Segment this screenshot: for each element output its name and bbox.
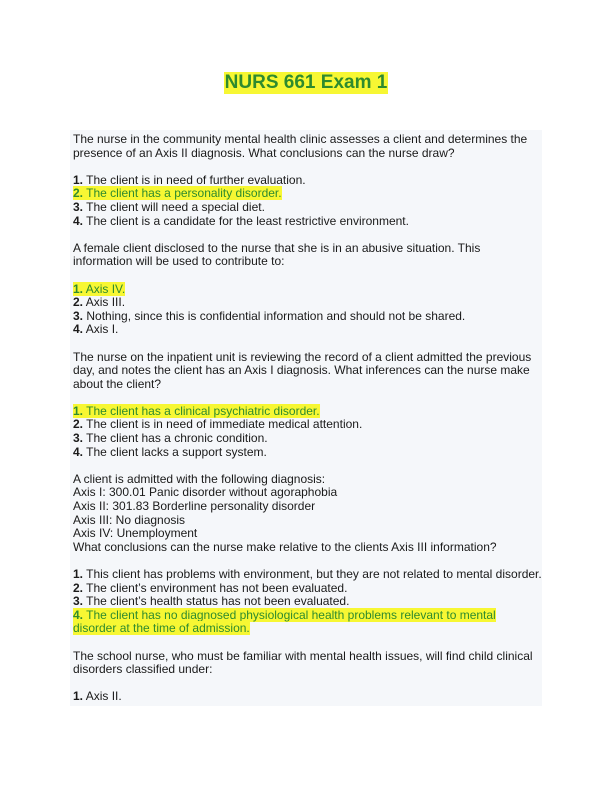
answer-options xyxy=(73,174,542,228)
answer-option-content xyxy=(73,214,409,228)
question-stem-line: Axis I: 300.01 Panic disorder without agoraphobia xyxy=(73,485,338,500)
answer-option xyxy=(73,568,542,582)
option-number: 4. xyxy=(73,607,84,622)
answer-option xyxy=(73,432,542,446)
answer-option xyxy=(73,296,542,310)
answer-option xyxy=(73,595,542,609)
question-stem-line: Axis II: 301.83 Borderline personality disorder xyxy=(73,499,316,514)
answer-option-content xyxy=(73,445,267,459)
answer-option-content xyxy=(73,404,320,418)
option-number: 1. xyxy=(73,689,84,704)
answer-option-content xyxy=(73,608,496,636)
question-stem-line: The school nurse, who must be familiar with mental health issues, will find child clinical disorders classified under: xyxy=(73,648,533,677)
answer-option-content xyxy=(73,173,306,187)
answer-option-content xyxy=(73,567,542,581)
option-number: 3. xyxy=(73,431,84,446)
option-number: 1. xyxy=(73,172,84,187)
document-body xyxy=(70,130,542,706)
answer-option-content xyxy=(73,322,118,336)
option-text: The client lacks a support system. xyxy=(86,444,267,459)
option-number: 1. xyxy=(73,567,84,581)
option-number: 2. xyxy=(73,417,84,432)
option-number: 4. xyxy=(73,322,84,337)
title-wrap xyxy=(0,72,612,94)
option-text: The client’s environment has not been evaluated. xyxy=(86,580,348,595)
answer-option-content xyxy=(73,581,347,595)
option-text: The client has no diagnosed physiological health problems relevant to mental disorder at the time of admission. xyxy=(73,607,496,636)
option-text: The client has a chronic condition. xyxy=(86,431,268,446)
option-text: Axis IV. xyxy=(85,281,126,296)
option-text: Axis II. xyxy=(85,689,122,704)
question-stem-line: Axis IV: Unemployment xyxy=(73,526,198,541)
answer-option-content xyxy=(73,309,465,323)
option-number: 1. xyxy=(73,403,84,418)
question-stem xyxy=(73,133,542,160)
answer-option xyxy=(73,310,542,324)
answer-option-content xyxy=(73,186,282,200)
answer-options xyxy=(73,568,542,636)
answer-option xyxy=(73,690,542,704)
answer-option-content xyxy=(73,594,349,608)
answer-option xyxy=(73,418,542,432)
answer-option xyxy=(73,201,542,215)
answer-option xyxy=(73,323,542,337)
option-number: 4. xyxy=(73,444,84,459)
question-stem xyxy=(73,473,542,555)
option-number: 2. xyxy=(73,295,84,310)
answer-option-content xyxy=(73,431,268,445)
option-number: 3. xyxy=(73,308,84,323)
answer-option-correct xyxy=(73,405,542,419)
question-stem-line: Axis III: No diagnosis xyxy=(73,512,186,527)
answer-options xyxy=(73,690,542,704)
option-number: 2. xyxy=(73,580,84,595)
option-text: The client is in need of immediate medical attention. xyxy=(86,417,363,432)
answer-option-content xyxy=(73,295,125,309)
option-text: Axis III. xyxy=(85,295,126,310)
document-title: NURS 661 Exam 1 xyxy=(224,72,388,93)
question-stem xyxy=(73,650,542,677)
option-text: The client has a personality disorder. xyxy=(86,186,282,201)
answer-option xyxy=(73,215,542,229)
option-number: 1. xyxy=(73,281,84,296)
question-stem-line: A client is admitted with the following diagnosis: xyxy=(73,471,326,486)
question-stem-line: The nurse on the inpatient unit is reviewing the record of a client admitted the previous day, and notes the client has an Axis I diagnosis. What inferences can the nurse make about the client? xyxy=(73,349,532,391)
option-text: The client has a clinical psychiatric disorder. xyxy=(86,403,320,418)
answer-option-content xyxy=(73,200,265,214)
answer-options xyxy=(73,405,542,459)
question-stem xyxy=(73,351,542,392)
question-stem xyxy=(73,242,542,269)
option-text: The client is in need of further evaluation. xyxy=(86,172,306,187)
option-number: 3. xyxy=(73,594,84,609)
option-text: Axis I. xyxy=(85,322,119,337)
answer-option-correct xyxy=(73,283,542,297)
answer-option-correct xyxy=(73,609,542,636)
question-stem-line: What conclusions can the nurse make relative to the clients Axis III information? xyxy=(73,539,497,554)
answer-option xyxy=(73,582,542,596)
answer-option-content xyxy=(73,417,362,431)
answer-options xyxy=(73,283,542,337)
option-number: 2. xyxy=(73,186,84,201)
answer-option-content xyxy=(73,689,122,703)
answer-option xyxy=(73,174,542,188)
answer-option-correct xyxy=(73,187,542,201)
option-text: The client is a candidate for the least restrictive environment. xyxy=(86,213,409,228)
option-text: The client will need a special diet. xyxy=(86,199,265,214)
option-text: The client’s health status has not been evaluated. xyxy=(86,594,350,609)
answer-option xyxy=(73,446,542,460)
option-text: This client has problems with environment, but they are not related to mental disorder. xyxy=(86,567,542,581)
option-text: Nothing, since this is confidential information and should not be shared. xyxy=(86,308,466,323)
answer-option-content xyxy=(73,282,125,296)
question-stem-line: The nurse in the community mental health clinic assesses a client and determines the presence of an Axis II diagnosis. What conclusions can the nurse draw? xyxy=(73,132,528,160)
option-number: 4. xyxy=(73,213,84,228)
question-stem-line: A female client disclosed to the nurse that she is in an abusive situation. This information will be used to contribute to: xyxy=(73,240,481,269)
option-number: 3. xyxy=(73,199,84,214)
